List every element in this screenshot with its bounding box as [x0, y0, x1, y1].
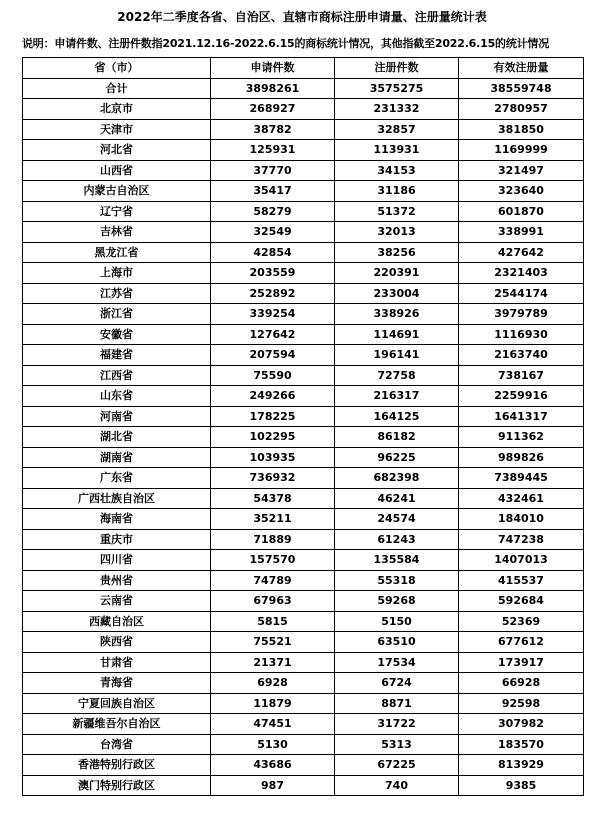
- table-row: [23, 324, 584, 345]
- cell-province: 台湾省: [23, 734, 211, 755]
- cell-valid-registrations: 1169999: [459, 140, 584, 161]
- cell-applications: 102295: [211, 427, 335, 448]
- table-row: [23, 611, 584, 632]
- cell-valid-registrations: 738167: [459, 365, 584, 386]
- cell-valid-registrations: 7389445: [459, 468, 584, 489]
- cell-valid-registrations: 989826: [459, 447, 584, 468]
- cell-valid-registrations: 184010: [459, 509, 584, 530]
- cell-province: 澳门特别行政区: [23, 775, 211, 796]
- table-row: [23, 140, 584, 161]
- cell-registrations: 46241: [335, 488, 459, 509]
- cell-registrations: 233004: [335, 283, 459, 304]
- cell-registrations: 231332: [335, 99, 459, 120]
- cell-valid-registrations: 9385: [459, 775, 584, 796]
- table-row: [23, 755, 584, 776]
- cell-province: 香港特别行政区: [23, 755, 211, 776]
- table-row: [23, 591, 584, 612]
- cell-applications: 47451: [211, 714, 335, 735]
- cell-province: 海南省: [23, 509, 211, 530]
- cell-province: 内蒙古自治区: [23, 181, 211, 202]
- table-note: 说明：申请件数、注册件数指2021.12.16-2022.6.15的商标统计情况，其他指截至2022.6.15的统计情况: [22, 37, 550, 50]
- cell-province: 天津市: [23, 119, 211, 140]
- table-row: [23, 181, 584, 202]
- cell-registrations: 220391: [335, 263, 459, 284]
- table-header-row: [23, 58, 584, 79]
- table-row: [23, 734, 584, 755]
- cell-valid-registrations: 592684: [459, 591, 584, 612]
- statistics-table: [22, 57, 584, 796]
- cell-applications: 35417: [211, 181, 335, 202]
- cell-applications: 125931: [211, 140, 335, 161]
- cell-valid-registrations: 813929: [459, 755, 584, 776]
- cell-registrations: 135584: [335, 550, 459, 571]
- cell-registrations: 55318: [335, 570, 459, 591]
- cell-applications: 32549: [211, 222, 335, 243]
- cell-registrations: 3575275: [335, 78, 459, 99]
- cell-province: 山西省: [23, 160, 211, 181]
- cell-registrations: 740: [335, 775, 459, 796]
- cell-valid-registrations: 2163740: [459, 345, 584, 366]
- cell-province: 福建省: [23, 345, 211, 366]
- table-row: [23, 570, 584, 591]
- cell-valid-registrations: 307982: [459, 714, 584, 735]
- cell-applications: 249266: [211, 386, 335, 407]
- cell-valid-registrations: 1116930: [459, 324, 584, 345]
- table-row: [23, 714, 584, 735]
- cell-applications: 54378: [211, 488, 335, 509]
- cell-registrations: 164125: [335, 406, 459, 427]
- cell-applications: 252892: [211, 283, 335, 304]
- header-registrations: 注册件数: [335, 58, 459, 79]
- cell-province: 江西省: [23, 365, 211, 386]
- table-row: [23, 99, 584, 120]
- table-row: [23, 693, 584, 714]
- cell-applications: 38782: [211, 119, 335, 140]
- header-applications: 申请件数: [211, 58, 335, 79]
- cell-province: 湖南省: [23, 447, 211, 468]
- cell-applications: 268927: [211, 99, 335, 120]
- table-row: [23, 673, 584, 694]
- cell-province: 广东省: [23, 468, 211, 489]
- cell-province: 吉林省: [23, 222, 211, 243]
- cell-province: 贵州省: [23, 570, 211, 591]
- cell-valid-registrations: 3979789: [459, 304, 584, 325]
- table-row: [23, 242, 584, 263]
- cell-registrations: 113931: [335, 140, 459, 161]
- table-row: [23, 365, 584, 386]
- cell-province: 合计: [23, 78, 211, 99]
- table-row: [23, 386, 584, 407]
- cell-applications: 3898261: [211, 78, 335, 99]
- cell-applications: 6928: [211, 673, 335, 694]
- cell-applications: 67963: [211, 591, 335, 612]
- cell-province: 重庆市: [23, 529, 211, 550]
- table-row: [23, 222, 584, 243]
- cell-applications: 5130: [211, 734, 335, 755]
- cell-applications: 43686: [211, 755, 335, 776]
- cell-province: 山东省: [23, 386, 211, 407]
- cell-registrations: 31186: [335, 181, 459, 202]
- cell-applications: 74789: [211, 570, 335, 591]
- cell-applications: 103935: [211, 447, 335, 468]
- table-row: [23, 775, 584, 796]
- cell-registrations: 59268: [335, 591, 459, 612]
- header-valid-registrations: 有效注册量: [459, 58, 584, 79]
- table-row: [23, 529, 584, 550]
- cell-registrations: 24574: [335, 509, 459, 530]
- cell-valid-registrations: 415537: [459, 570, 584, 591]
- cell-province: 新疆维吾尔自治区: [23, 714, 211, 735]
- cell-registrations: 8871: [335, 693, 459, 714]
- table-row: [23, 632, 584, 653]
- cell-applications: 127642: [211, 324, 335, 345]
- cell-applications: 75521: [211, 632, 335, 653]
- table-row: [23, 468, 584, 489]
- table-body: [23, 78, 584, 796]
- cell-province: 四川省: [23, 550, 211, 571]
- cell-province: 西藏自治区: [23, 611, 211, 632]
- cell-registrations: 5150: [335, 611, 459, 632]
- cell-applications: 157570: [211, 550, 335, 571]
- cell-applications: 5815: [211, 611, 335, 632]
- cell-registrations: 61243: [335, 529, 459, 550]
- cell-registrations: 32857: [335, 119, 459, 140]
- cell-province: 安徽省: [23, 324, 211, 345]
- cell-valid-registrations: 183570: [459, 734, 584, 755]
- cell-province: 云南省: [23, 591, 211, 612]
- cell-province: 甘肃省: [23, 652, 211, 673]
- cell-province: 广西壮族自治区: [23, 488, 211, 509]
- cell-applications: 11879: [211, 693, 335, 714]
- table-total-row: [23, 78, 584, 99]
- cell-valid-registrations: 601870: [459, 201, 584, 222]
- cell-valid-registrations: 1407013: [459, 550, 584, 571]
- table-row: [23, 427, 584, 448]
- table-row: [23, 201, 584, 222]
- cell-registrations: 72758: [335, 365, 459, 386]
- cell-province: 宁夏回族自治区: [23, 693, 211, 714]
- cell-applications: 71889: [211, 529, 335, 550]
- cell-registrations: 38256: [335, 242, 459, 263]
- table-row: [23, 304, 584, 325]
- cell-applications: 736932: [211, 468, 335, 489]
- table-row: [23, 488, 584, 509]
- header-province: 省（市）: [23, 58, 211, 79]
- cell-registrations: 338926: [335, 304, 459, 325]
- cell-province: 河北省: [23, 140, 211, 161]
- cell-valid-registrations: 381850: [459, 119, 584, 140]
- cell-valid-registrations: 323640: [459, 181, 584, 202]
- cell-valid-registrations: 2259916: [459, 386, 584, 407]
- cell-registrations: 63510: [335, 632, 459, 653]
- cell-applications: 35211: [211, 509, 335, 530]
- table-row: [23, 119, 584, 140]
- cell-registrations: 5313: [335, 734, 459, 755]
- cell-valid-registrations: 747238: [459, 529, 584, 550]
- cell-valid-registrations: 911362: [459, 427, 584, 448]
- cell-province: 浙江省: [23, 304, 211, 325]
- table-row: [23, 447, 584, 468]
- cell-valid-registrations: 52369: [459, 611, 584, 632]
- cell-applications: 339254: [211, 304, 335, 325]
- cell-applications: 178225: [211, 406, 335, 427]
- cell-valid-registrations: 432461: [459, 488, 584, 509]
- cell-province: 青海省: [23, 673, 211, 694]
- cell-province: 北京市: [23, 99, 211, 120]
- cell-province: 辽宁省: [23, 201, 211, 222]
- cell-province: 黑龙江省: [23, 242, 211, 263]
- cell-applications: 42854: [211, 242, 335, 263]
- cell-registrations: 114691: [335, 324, 459, 345]
- cell-valid-registrations: 38559748: [459, 78, 584, 99]
- table-row: [23, 406, 584, 427]
- cell-registrations: 17534: [335, 652, 459, 673]
- cell-registrations: 682398: [335, 468, 459, 489]
- cell-registrations: 51372: [335, 201, 459, 222]
- cell-registrations: 31722: [335, 714, 459, 735]
- cell-applications: 207594: [211, 345, 335, 366]
- cell-valid-registrations: 2321403: [459, 263, 584, 284]
- cell-valid-registrations: 173917: [459, 652, 584, 673]
- cell-applications: 21371: [211, 652, 335, 673]
- cell-registrations: 86182: [335, 427, 459, 448]
- cell-province: 陕西省: [23, 632, 211, 653]
- cell-province: 江苏省: [23, 283, 211, 304]
- cell-applications: 75590: [211, 365, 335, 386]
- cell-applications: 37770: [211, 160, 335, 181]
- table-row: [23, 509, 584, 530]
- cell-registrations: 32013: [335, 222, 459, 243]
- cell-applications: 203559: [211, 263, 335, 284]
- cell-registrations: 67225: [335, 755, 459, 776]
- cell-valid-registrations: 321497: [459, 160, 584, 181]
- table-row: [23, 263, 584, 284]
- page-title: 2022年二季度各省、自治区、直辖市商标注册申请量、注册量统计表: [117, 10, 487, 24]
- cell-registrations: 6724: [335, 673, 459, 694]
- cell-valid-registrations: 66928: [459, 673, 584, 694]
- cell-valid-registrations: 1641317: [459, 406, 584, 427]
- cell-applications: 987: [211, 775, 335, 796]
- cell-registrations: 196141: [335, 345, 459, 366]
- cell-applications: 58279: [211, 201, 335, 222]
- table-row: [23, 283, 584, 304]
- cell-valid-registrations: 2780957: [459, 99, 584, 120]
- cell-valid-registrations: 338991: [459, 222, 584, 243]
- cell-registrations: 216317: [335, 386, 459, 407]
- cell-province: 上海市: [23, 263, 211, 284]
- cell-valid-registrations: 2544174: [459, 283, 584, 304]
- cell-registrations: 34153: [335, 160, 459, 181]
- cell-province: 河南省: [23, 406, 211, 427]
- cell-valid-registrations: 92598: [459, 693, 584, 714]
- table-row: [23, 345, 584, 366]
- cell-province: 湖北省: [23, 427, 211, 448]
- table-row: [23, 160, 584, 181]
- table-row: [23, 652, 584, 673]
- cell-valid-registrations: 677612: [459, 632, 584, 653]
- cell-registrations: 96225: [335, 447, 459, 468]
- cell-valid-registrations: 427642: [459, 242, 584, 263]
- table-row: [23, 550, 584, 571]
